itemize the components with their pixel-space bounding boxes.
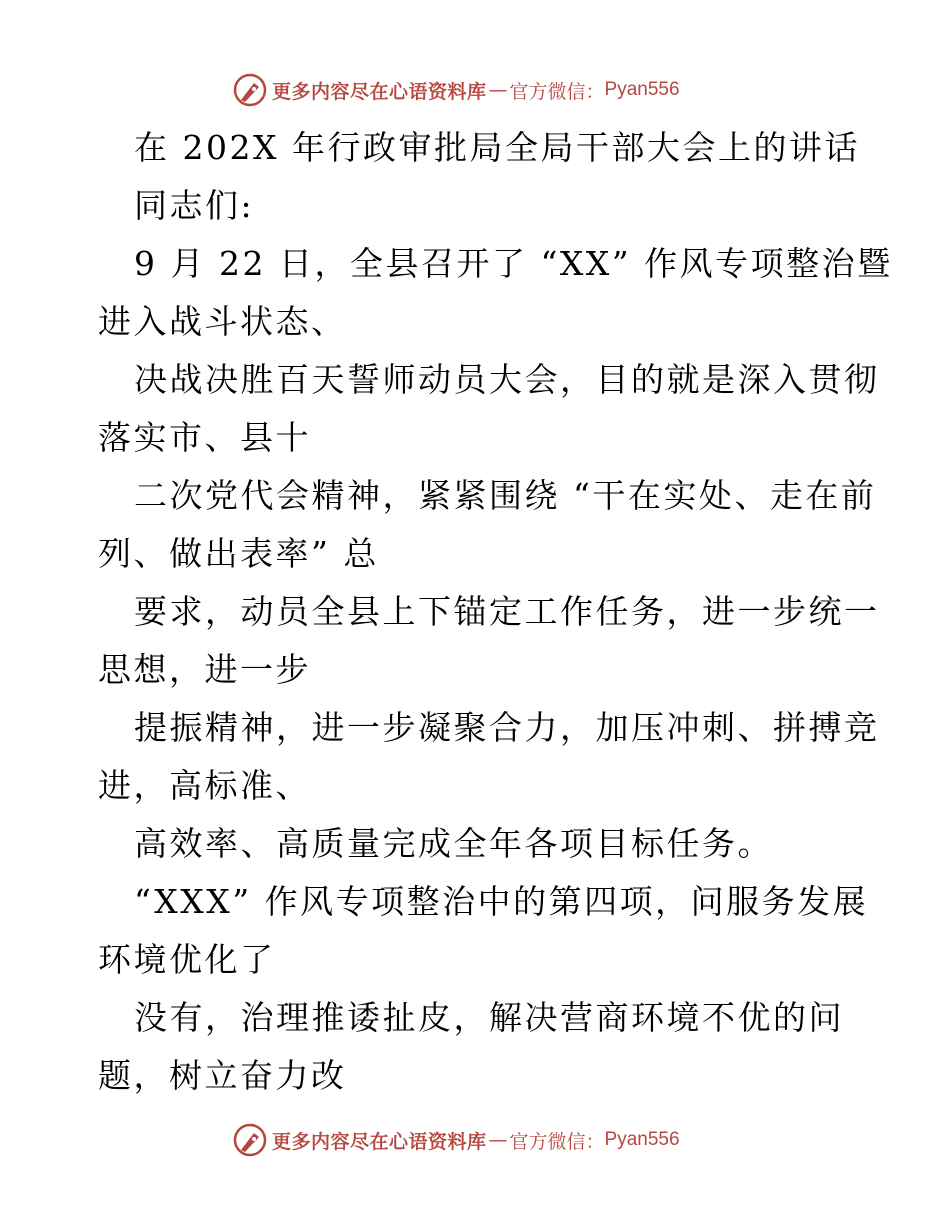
body-line: 提振精神，进一步凝聚合力，加压冲刺、拼搏竞 [134,708,880,747]
pen-nib-logo-icon [232,1122,268,1158]
salutation: 同志们: [134,186,255,225]
body-line: 决战决胜百天誓师动员大会，目的就是深入贯彻 [134,360,880,399]
body-line: 进入战斗状态、 [98,302,347,341]
watermark-handle: Pyan556 [604,79,680,100]
watermark-separator: — [488,1129,508,1151]
body-line: “XXX” 作风专项整治中的第四项，问服务发展 [134,882,869,921]
watermark-handle: Pyan556 [604,1129,680,1150]
body-line: 环境优化了 [98,940,276,979]
watermark-main-text: 更多内容尽在心语资料库 [272,1130,487,1153]
body-line: 高效率、高质量完成全年各项目标任务。 [134,824,773,863]
body-line: 题，树立奋力改 [98,1056,347,1095]
body-line: 落实市、县十 [98,418,311,457]
body-line: 没有，治理推诿扯皮，解决营商环境不优的问 [134,998,844,1037]
watermark-account-label: 官方微信： [509,1130,605,1153]
body-line: 列、做出表率” 总 [98,534,379,573]
document-title: 在 202X 年行政审批局全局干部大会上的讲话 [134,128,860,167]
pen-nib-logo-icon [232,72,268,108]
body-line: 要求，动员全县上下锚定工作任务，进一步统一 [134,592,880,631]
header-watermark [232,70,680,110]
watermark-main-text: 更多内容尽在心语资料库 [272,80,487,103]
body-line: 思想，进一步 [98,650,311,689]
watermark-separator: — [488,79,508,101]
footer-watermark [232,1120,680,1160]
watermark-account-label: 官方微信： [509,80,605,103]
body-line: 进，高标准、 [98,766,311,805]
body-line: 9 月 22 日，全县召开了 “XX” 作风专项整治暨 [134,244,893,283]
body-line: 二次党代会精神，紧紧围绕 “干在实处、走在前 [134,476,877,515]
